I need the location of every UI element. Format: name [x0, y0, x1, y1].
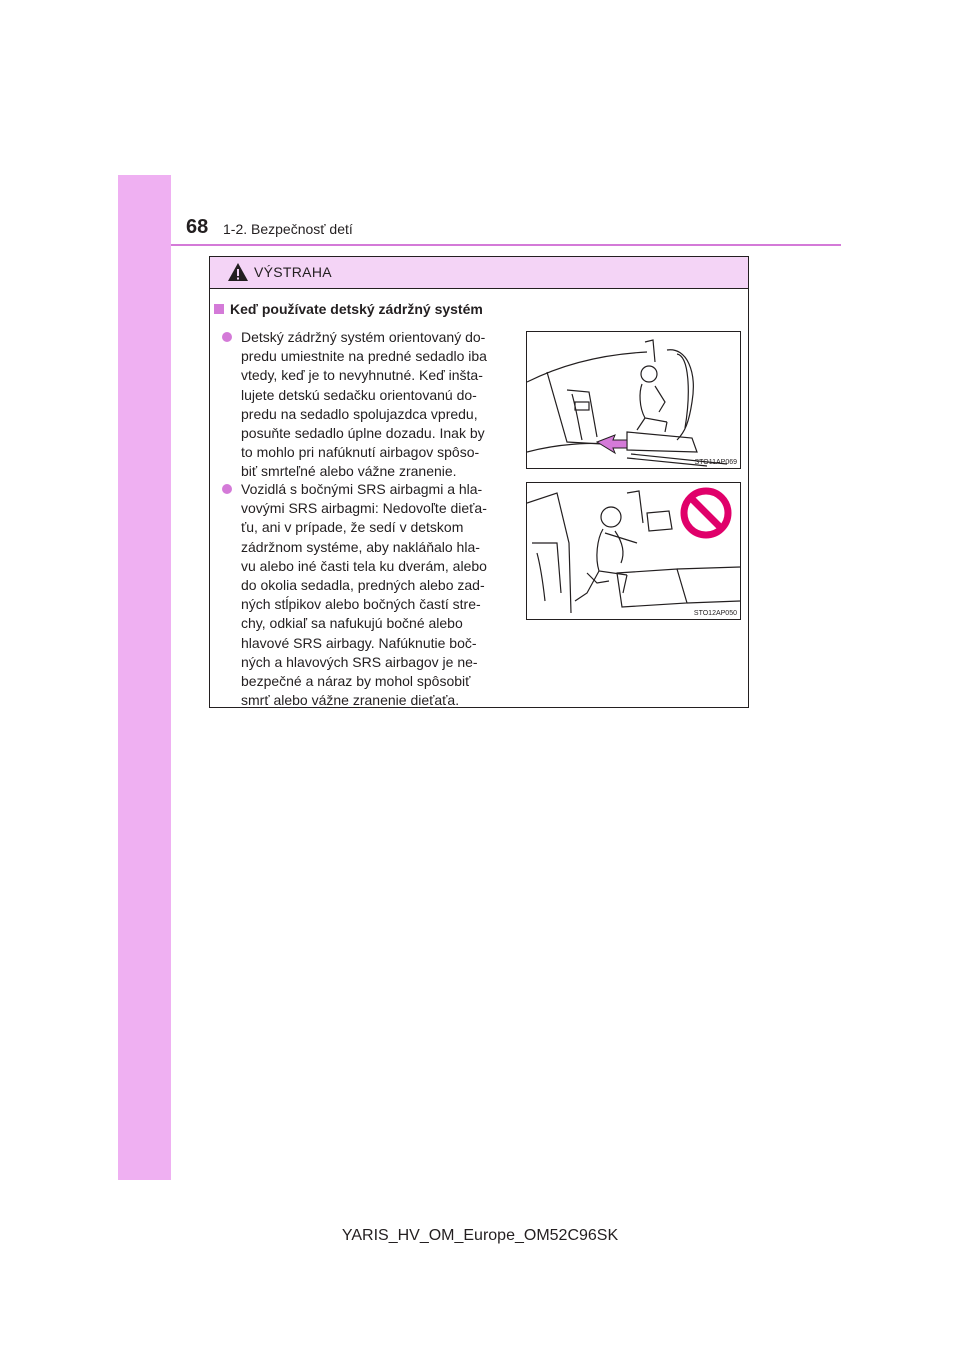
text-line: posuňte sedadlo úplne dozadu. Inak by: [241, 425, 485, 442]
text-line: biť smrteľné alebo vážne zranenie.: [241, 463, 457, 480]
text-line: vtedy, keď je to nevyhnutné. Keď inšta-: [241, 367, 483, 384]
text-line: vu alebo iné časti tela ku dverám, alebo: [241, 557, 487, 574]
text-line: ťu, ani v prípade, že sedí v detskom: [241, 519, 464, 536]
warning-item-2-text: [241, 480, 514, 710]
text-line: to mohlo pri nafúknutí airbagov spôso-: [241, 444, 480, 461]
text-line: predu umiestnite na predné sedadlo iba: [241, 348, 487, 365]
section-title: 1-2. Bezpečnosť detí: [223, 221, 353, 237]
text-line: Detský zádržný systém orientovaný do-: [241, 329, 486, 345]
text-line: ných stĺpikov alebo bočných častí stre-: [241, 596, 481, 613]
text-line: hlavové SRS airbagy. Nafúknutie boč-: [241, 634, 477, 651]
warning-subheading: [214, 301, 483, 317]
text-line: do okolia sedadla, predných alebo zad-: [241, 577, 485, 594]
text-line: ných a hlavových SRS airbagov je ne-: [241, 653, 478, 670]
text-line: lujete detskú sedačku orientovanú do-: [241, 386, 477, 403]
text-line: predu na sedadlo spolujazdca vpredu,: [241, 405, 478, 422]
warning-header: [210, 257, 748, 289]
prohibition-icon: [678, 485, 734, 541]
page-number: 68: [186, 216, 209, 238]
warning-item-1: [222, 328, 514, 482]
figure-forward-facing-seat: [526, 331, 741, 469]
forward-facing-seat-illustration: [527, 332, 740, 468]
text-line: zádržnom systéme, aby nakláňalo hla-: [241, 538, 480, 555]
warning-item-1-text: [241, 328, 514, 482]
text-line: chy, odkiaľ sa nafukujú bočné alebo: [241, 615, 463, 632]
warning-box: [209, 256, 749, 708]
warning-item-2: [222, 480, 514, 710]
warning-label: VÝSTRAHA: [254, 264, 332, 280]
round-bullet-icon: [222, 332, 232, 342]
footer-document-code: YARIS_HV_OM_Europe_OM52C96SK: [341, 1227, 619, 1244]
warning-subheading-text: Keď používate detský zádržný systém: [230, 301, 483, 317]
text-line: Vozidlá s bočnými SRS airbagmi a hla-: [241, 481, 483, 497]
text-line: vovými SRS airbagmi: Nedovoľte dieťa-: [241, 500, 487, 517]
figure-code: STO11AP069: [694, 459, 737, 466]
header-rule: [171, 244, 841, 246]
square-bullet-icon: [214, 304, 224, 314]
chapter-sidebar-tab: [118, 175, 171, 1180]
warning-triangle-icon: [227, 262, 249, 282]
round-bullet-icon: [222, 484, 232, 494]
text-line: bezpečné a náraz by mohol spôsobiť: [241, 673, 471, 690]
figure-code: STO12AP050: [693, 610, 737, 617]
text-line: smrť alebo vážne zranenie dieťaťa.: [241, 692, 460, 709]
